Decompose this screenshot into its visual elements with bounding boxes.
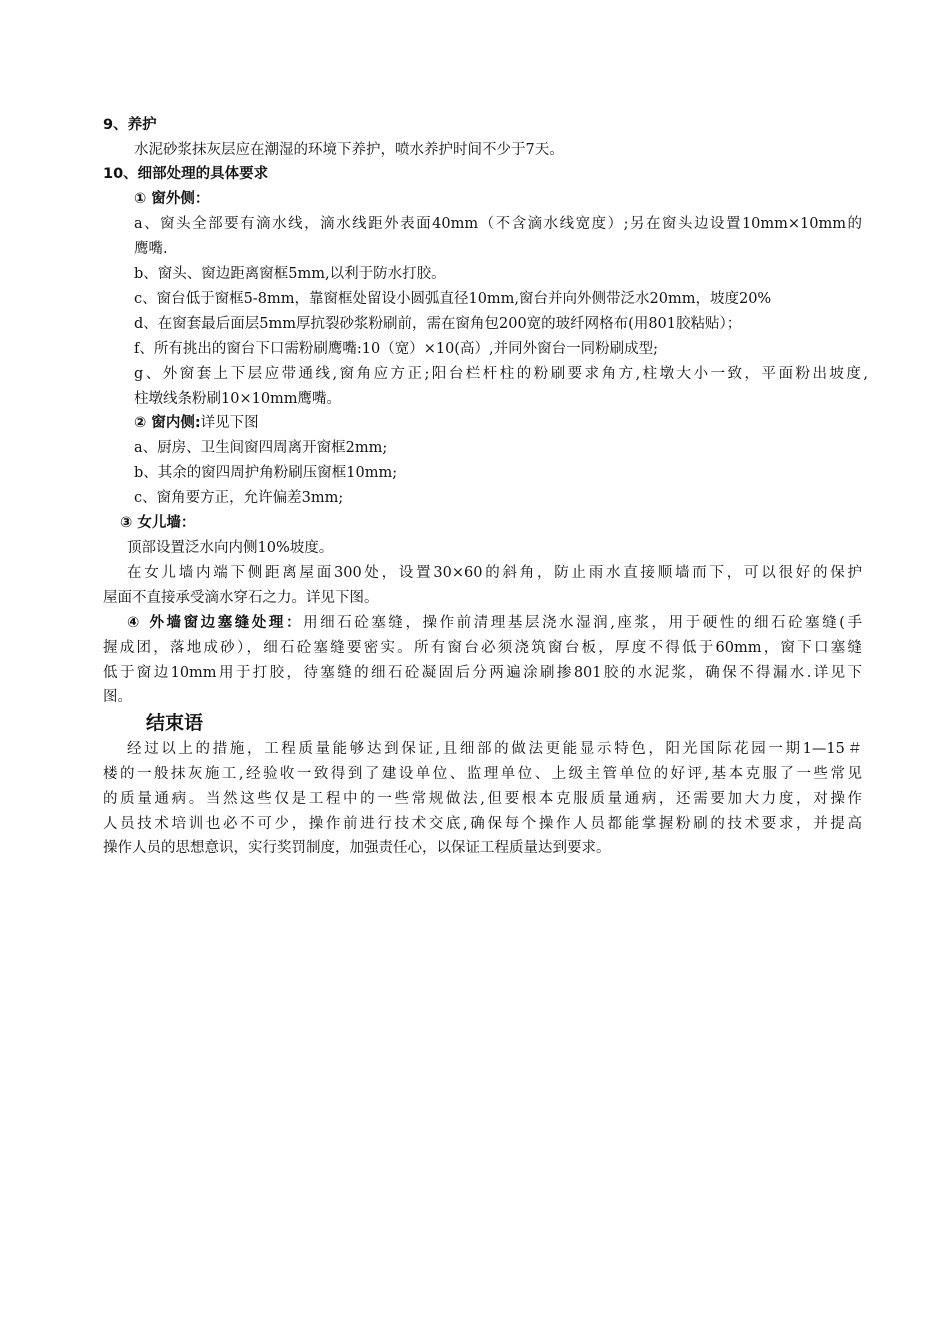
section-9-heading: 9、养护 <box>103 117 157 133</box>
outside-item-b: b、窗头、窗边距离窗框5mm,以利于防水打胶。 <box>134 266 446 282</box>
window-inside-note: 详见下图 <box>200 415 259 431</box>
conclusion-line2: 楼的一般抹灰施工,经验收一致得到了建设单位、监理单位、上级主管单位的好评,基本克服了一些常见 <box>103 766 862 782</box>
window-gap-line3: 低于窗边10mm用于打胶，待塞缝的细石砼凝固后分两遍涂刷掺801胶的水泥浆，确保不得漏水.详见下 <box>103 665 862 681</box>
window-gap-text: 用细石砼塞缝，操作前清理基层浇水湿润,座浆，用于硬性的细石砼塞缝(手 <box>303 615 863 631</box>
window-outside-label: ① 窗外侧： <box>134 191 210 207</box>
outside-item-g-line2: 柱墩线条粉刷10×10mm鹰嘴。 <box>134 391 342 407</box>
window-inside-line <box>134 411 259 435</box>
conclusion-line3: 的质量通病。当然这些仅是工程中的一些常规做法,但要根本克服质量通病，还需要加大力度，对操作 <box>103 791 862 807</box>
window-gap-line4: 图。 <box>103 689 132 705</box>
outside-item-a-line1: a、窗头全部要有滴水线，滴水线距外表面40mm（不含滴水线宽度）;另在窗头边设置10mm×10mm的 <box>134 216 862 232</box>
parapet-paragraph-2-line2: 屋面不直接承受滴水穿石之力。详见下图。 <box>103 590 379 606</box>
section-10-heading: 10、细部处理的具体要求 <box>103 166 269 182</box>
window-inside-label: ② 窗内侧: <box>134 415 201 431</box>
outside-item-g-line1: g、外窗套上下层应带通线,窗角应方正;阳台栏杆柱的粉刷要求角方,柱墩大小一致，平面粉出坡度, <box>134 366 868 382</box>
parapet-paragraph-1: 顶部设置泛水向内侧10%坡度。 <box>127 540 334 556</box>
outside-item-d: d、在窗套最后面层5mm厚抗裂砂浆粉刷前，需在窗角包200宽的玻纤网格布(用801胶粘贴）； <box>134 316 742 332</box>
conclusion-line1: 经过以上的措施，工程质量能够达到保证,且细部的做法更能显示特色，阳光国际花园一期1—15＃ <box>127 741 862 757</box>
outside-item-f: f、所有挑出的窗台下口需粉刷鹰嘴:10（宽）×10(高）,并同外窗台一同粉刷成型; <box>134 341 658 357</box>
parapet-label: ③ 女儿墙： <box>120 515 196 531</box>
conclusion-line4: 人员技术培训也必不可少，操作前进行技术交底,确保每个操作人员都能掌握粉刷的技术要求，并提高 <box>103 816 862 832</box>
inside-item-c: c、窗角要方正，允许偏差3mm; <box>134 490 344 506</box>
window-gap-line1 <box>127 611 862 635</box>
window-gap-label: ④ 外墙窗边塞缝处理： <box>127 615 304 631</box>
inside-item-b: b、其余的窗四周护角粉刷压窗框10mm; <box>134 465 398 481</box>
conclusion-heading: 结束语 <box>146 712 204 734</box>
parapet-paragraph-2-line1: 在女儿墙内端下侧距离屋面300处，设置30×60的斜角，防止雨水直接顺墙而下，可以很好的保护 <box>127 565 862 581</box>
outside-item-a-line2: 鹰嘴. <box>134 241 168 257</box>
inside-item-a: a、厨房、卫生间窗四周离开窗框2mm; <box>134 440 388 456</box>
window-gap-line2: 握成团，落地成砂），细石砼塞缝要密实。所有窗台必须浇筑窗台板，厚度不得低于60mm，窗下口塞缝 <box>103 640 862 656</box>
conclusion-line5: 操作人员的思想意识，实行奖罚制度，加强责任心，以保证工程质量达到要求。 <box>103 840 611 856</box>
outside-item-c: c、窗台低于窗框5-8mm，靠窗框处留设小圆弧直径10mm,窗台并向外侧带泛水20mm，坡度20% <box>134 291 772 307</box>
section-9-paragraph: 水泥砂浆抹灰层应在潮湿的环境下养护，喷水养护时间不少于7天。 <box>134 142 564 158</box>
